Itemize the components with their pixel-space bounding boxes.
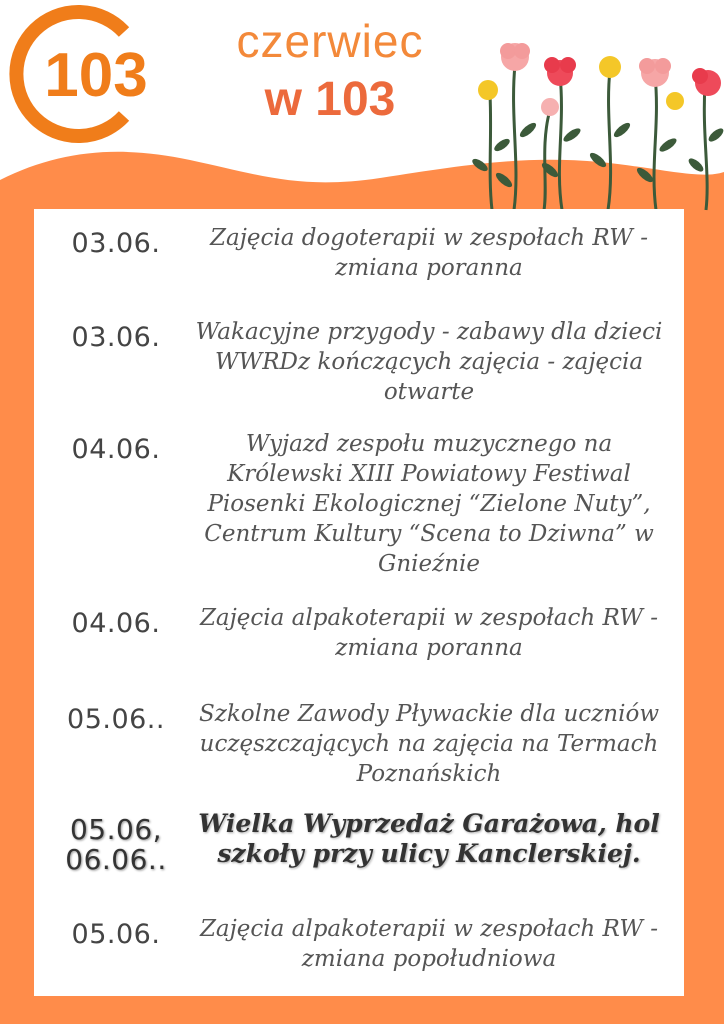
event-description: Szkolne Zawody Pływackie dla uczniów uczęszczających na zajęcia na Termach Poznańskich <box>198 701 660 787</box>
page-title-month: czerwiec <box>236 15 424 67</box>
event-item <box>34 223 684 283</box>
event-item <box>34 429 684 579</box>
event-item <box>34 914 684 974</box>
page-title-sub: w 103 <box>264 73 396 126</box>
event-item <box>34 809 684 875</box>
event-date: 04.06. <box>71 608 161 639</box>
event-description: Wakacyjne przygody - zabawy dla dzieci WWRDz kończących zajęcia - zajęcia otwarte <box>195 319 663 405</box>
event-item <box>34 699 684 789</box>
logo-text: 103 <box>44 41 148 110</box>
event-date: 03.06. <box>71 322 161 353</box>
event-description: Zajęcia alpakoterapii w zespołach RW - zmiana popołudniowa <box>199 916 659 972</box>
event-date: 04.06. <box>71 434 161 465</box>
event-description: Zajęcia dogoterapii w zespołach RW - zmiana poranna <box>210 225 648 281</box>
event-date: 03.06. <box>71 228 161 259</box>
event-date: 05.06. <box>71 919 161 950</box>
event-description: Zajęcia alpakoterapii w zespołach RW - zmiana poranna <box>199 605 659 661</box>
events-card <box>34 209 684 996</box>
flowers-decoration <box>470 35 724 215</box>
event-item <box>34 603 684 663</box>
logo-103 <box>4 4 164 144</box>
event-description: Wielka Wyprzedaż Garażowa, hol szkoły przy ulicy Kanclerskiej. <box>198 809 660 868</box>
event-date: 05.06, 06.06.. <box>65 813 167 876</box>
event-date: 05.06.. <box>67 704 165 735</box>
event-item <box>34 317 684 407</box>
event-description: Wyjazd zespołu muzycznego na Królewski XIII Powiatowy Festiwal Piosenki Ekologicznej “Zielone Nuty”, Centrum Kultury “Scena to Dziwna” w Gnieźnie <box>204 431 654 577</box>
